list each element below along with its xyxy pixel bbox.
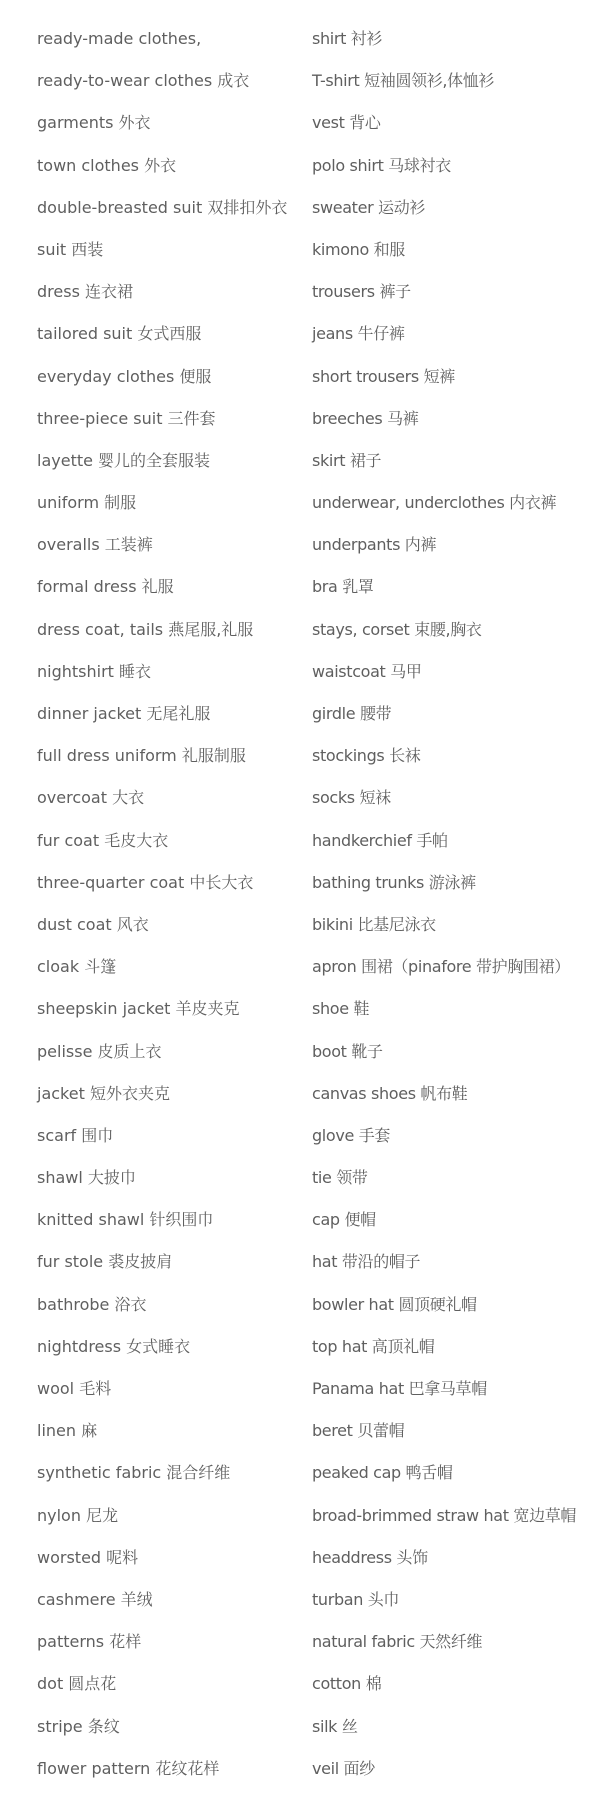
left-vocabulary-entry: worsted 呢料 [37,1547,139,1567]
left-vocabulary-entry: overcoat 大衣 [37,788,145,808]
left-vocabulary-entry: stripe 条纹 [37,1716,120,1736]
left-vocabulary-entry: bathrobe 浴衣 [37,1294,147,1314]
right-vocabulary-entry: socks 短袜 [312,788,391,808]
right-vocabulary-entry: underwear, underclothes 内衣裤 [312,493,557,513]
left-vocabulary-entry: everyday clothes 便服 [37,366,212,386]
left-vocabulary-entry: full dress uniform 礼服制服 [37,746,246,766]
left-vocabulary-entry: uniform 制服 [37,493,137,513]
left-vocabulary-entry: cashmere 羊绒 [37,1589,153,1609]
left-vocabulary-entry: cloak 斗篷 [37,957,117,977]
right-vocabulary-entry: underpants 内裤 [312,535,437,555]
right-vocabulary-entry: cotton 棉 [312,1674,382,1694]
right-vocabulary-entry: natural fabric 天然纤维 [312,1632,483,1652]
left-vocabulary-entry: scarf 围巾 [37,1125,114,1145]
right-vocabulary-entry: girdle 腰带 [312,704,392,723]
right-vocabulary-column [312,18,600,1790]
right-vocabulary-entry: Panama hat 巴拿马草帽 [312,1379,487,1398]
left-vocabulary-entry: knitted shawl 针织围巾 [37,1210,214,1230]
left-vocabulary-entry: nightdress 女式睡衣 [37,1336,191,1356]
right-vocabulary-entry: turban 头巾 [312,1589,400,1609]
right-vocabulary-entry: headdress 头饰 [312,1547,428,1567]
right-vocabulary-entry: T-shirt 短袖圆领衫,体恤衫 [312,71,495,91]
left-vocabulary-entry: tailored suit 女式西服 [37,324,202,344]
left-vocabulary-entry: jacket 短外衣夹克 [37,1083,170,1103]
right-vocabulary-entry: apron 围裙（pinafore 带护胸围裙） [312,957,570,977]
right-vocabulary-entry: waistcoat 马甲 [312,661,422,681]
right-vocabulary-entry: silk 丝 [312,1716,358,1736]
left-vocabulary-entry: shawl 大披巾 [37,1168,136,1188]
right-vocabulary-entry: top hat 高顶礼帽 [312,1336,435,1356]
right-vocabulary-entry: cap 便帽 [312,1210,376,1230]
right-vocabulary-entry: bowler hat 圆顶硬礼帽 [312,1294,477,1314]
left-vocabulary-entry: three-piece suit 三件套 [37,408,216,428]
left-vocabulary-entry: ready-made clothes, [37,29,202,48]
left-vocabulary-entry: formal dress 礼服 [37,577,174,597]
left-vocabulary-entry: dress 连衣裙 [37,282,133,302]
left-vocabulary-entry: synthetic fabric 混合纤维 [37,1463,231,1483]
right-vocabulary-entry: veil 面纱 [312,1758,375,1778]
right-vocabulary-entry: shirt 衬衫 [312,29,383,48]
left-vocabulary-entry: dress coat, tails 燕尾服,礼服 [37,619,254,639]
right-vocabulary-entry: tie 领带 [312,1168,368,1188]
right-vocabulary-entry: broad-brimmed straw hat 宽边草帽 [312,1505,577,1525]
left-vocabulary-entry: nylon 尼龙 [37,1505,119,1525]
left-vocabulary-entry: dinner jacket 无尾礼服 [37,704,211,723]
right-vocabulary-entry: bra 乳罩 [312,577,374,597]
right-vocabulary-entry: canvas shoes 帆布鞋 [312,1083,468,1103]
right-vocabulary-entry: trousers 裤子 [312,282,411,302]
left-vocabulary-entry: nightshirt 睡衣 [37,661,152,681]
left-vocabulary-entry: town clothes 外衣 [37,155,177,175]
left-vocabulary-entry: fur stole 裘皮披肩 [37,1252,173,1272]
left-vocabulary-entry: double-breasted suit 双排扣外衣 [37,197,288,217]
right-vocabulary-entry: jeans 牛仔裤 [312,324,405,344]
right-vocabulary-entry: glove 手套 [312,1125,390,1145]
left-vocabulary-entry: dust coat 风衣 [37,914,149,934]
right-vocabulary-entry: hat 带沿的帽子 [312,1252,421,1272]
right-vocabulary-entry: peaked cap 鸭舌帽 [312,1463,453,1483]
left-vocabulary-entry: sheepskin jacket 羊皮夹克 [37,999,240,1019]
left-vocabulary-entry: overalls 工装裤 [37,535,153,555]
left-vocabulary-entry: pelisse 皮质上衣 [37,1041,162,1061]
left-vocabulary-entry: garments 外衣 [37,113,151,133]
left-vocabulary-entry: layette 婴儿的全套服装 [37,450,211,470]
left-vocabulary-entry: wool 毛料 [37,1379,112,1398]
right-vocabulary-entry: shoe 鞋 [312,999,370,1019]
left-vocabulary-column [37,18,297,1790]
left-vocabulary-entry: linen 麻 [37,1421,98,1441]
right-vocabulary-entry: vest 背心 [312,113,381,133]
right-vocabulary-entry: boot 靴子 [312,1041,383,1061]
right-vocabulary-entry: bikini 比基尼泳衣 [312,914,436,934]
right-vocabulary-entry: breeches 马裤 [312,408,419,428]
right-vocabulary-entry: beret 贝蕾帽 [312,1421,405,1441]
right-vocabulary-entry: stays, corset 束腰,胸衣 [312,619,482,639]
left-vocabulary-entry: suit 西装 [37,239,104,259]
right-vocabulary-entry: skirt 裙子 [312,450,382,470]
right-vocabulary-entry: handkerchief 手帕 [312,830,448,850]
left-vocabulary-entry: three-quarter coat 中长大衣 [37,872,254,892]
left-vocabulary-entry: fur coat 毛皮大衣 [37,830,169,850]
right-vocabulary-entry: sweater 运动衫 [312,197,426,217]
left-vocabulary-entry: ready-to-wear clothes 成衣 [37,71,250,91]
right-vocabulary-entry: bathing trunks 游泳裤 [312,872,476,892]
right-vocabulary-entry: short trousers 短裤 [312,366,455,386]
left-vocabulary-entry: patterns 花样 [37,1632,142,1652]
right-vocabulary-entry: kimono 和服 [312,239,405,259]
left-vocabulary-entry: flower pattern 花纹花样 [37,1758,220,1778]
right-vocabulary-entry: stockings 长袜 [312,746,421,766]
left-vocabulary-entry: dot 圆点花 [37,1674,117,1694]
right-vocabulary-entry: polo shirt 马球衬衣 [312,155,451,175]
